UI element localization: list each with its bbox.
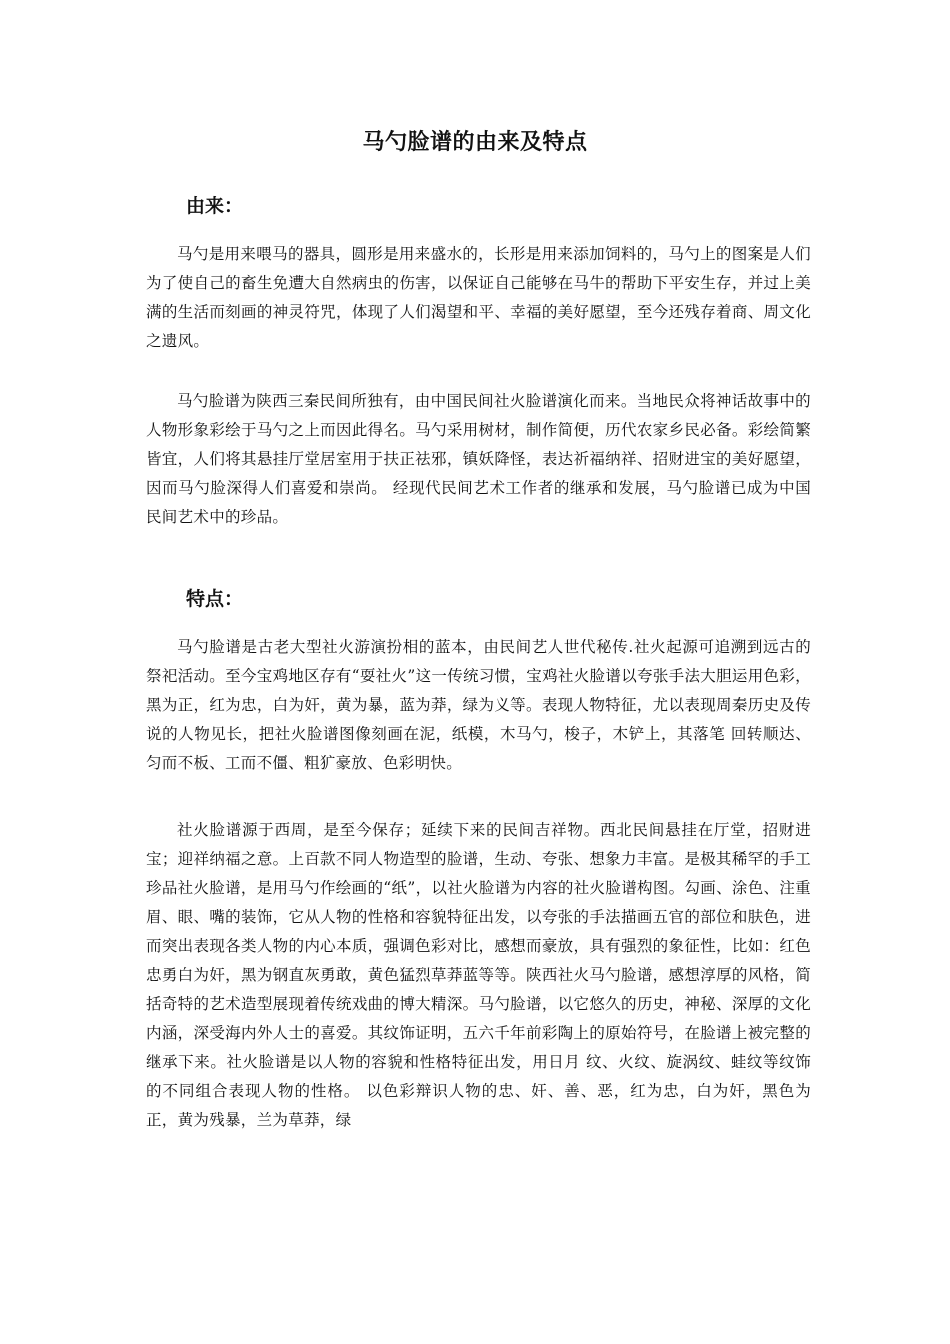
features-paragraph-1: 马勺脸谱是古老大型社火游演扮相的蓝本，由民间艺人世代秘传.社火起源可追溯到远古的祭祀活动。至今宝鸡地区存有“耍社火”这一传统习惯，宝鸡社火脸谱以夸张手法大胆运用色彩，黑为正，红为忠，白为奸，黄为暴，蓝为莽，绿为义等。表现人物特征，尤以表现周秦历史及传说的人物见长，把社火脸谱图像刻画在泥，纸模，木马勺，梭子，木铲上，其落笔 回转顺达、匀而不板、工而不僵、粗犷豪放、色彩明快。 <box>146 638 811 772</box>
section-heading-origin: 由来： <box>186 195 244 217</box>
page-title: 马勺脸谱的由来及特点 <box>362 129 588 155</box>
section-heading-features: 特点： <box>186 588 244 610</box>
features-paragraph-2: 社火脸谱源于西周，是至今保存；延续下来的民间吉祥物。西北民间悬挂在厅堂，招财进宝；迎祥纳福之意。上百款不同人物造型的脸谱，生动、夸张、想象力丰富。是极其稀罕的手工珍品社火脸谱，是用马勺作绘画的“纸”，以社火脸谱为内容的社火脸谱构图。勾画、涂色、注重眉、眼、嘴的装饰，它从人物的性格和容貌特征出发，以夸张的手法描画五官的部位和肤色，进而突出表现各类人物的内心本质，强调色彩对比，感想而豪放，具有强烈的象征性，比如：红色忠勇白为奸，黑为钢直灰勇敢，黄色猛烈草莽蓝等等。陕西社火马勺脸谱，感想淳厚的风格，简括奇特的艺术造型展现着传统戏曲的博大精深。马勺脸谱，以它悠久的历史，神秘、深厚的文化内涵，深受海内外人士的喜爱。其纹饰证明，五六千年前彩陶上的原始符号，在脸谱上被完整的继承下来。社火脸谱是以人物的容貌和性格特征出发，用日月 纹、火纹、旋涡纹、蛙纹等纹饰的不同组合表现人物的性格。 以色彩辩识人物的忠、奸、善、恶，红为忠，白为奸，黑色为 正，黄为残暴，兰为草莽，绿 <box>146 821 811 1129</box>
origin-paragraph-1: 马勺是用来喂马的器具，圆形是用来盛水的，长形是用来添加饲料的，马勺上的图案是人们为了使自己的畜生免遭大自然病虫的伤害，以保证自己能够在马牛的帮助下平安生存，并过上美满的生活而刻画的神灵符咒，体现了人们渴望和平、幸福的美好愿望，至今还残存着商、周文化之遗风。 <box>146 245 811 350</box>
origin-paragraph-2: 马勺脸谱为陕西三秦民间所独有，由中国民间社火脸谱演化而来。当地民众将神话故事中的人物形象彩绘于马勺之上而因此得名。马勺采用树材，制作简便，历代农家乡民必备。彩绘简繁皆宜，人们将其悬挂厅堂居室用于扶正祛邪，镇妖降怪，表达祈福纳祥、招财进宝的美好愿望，因而马勺脸深得人们喜爱和崇尚。 经现代民间艺术工作者的继承和发展，马勺脸谱已成为中国民间艺术中的珍品。 <box>146 392 811 526</box>
